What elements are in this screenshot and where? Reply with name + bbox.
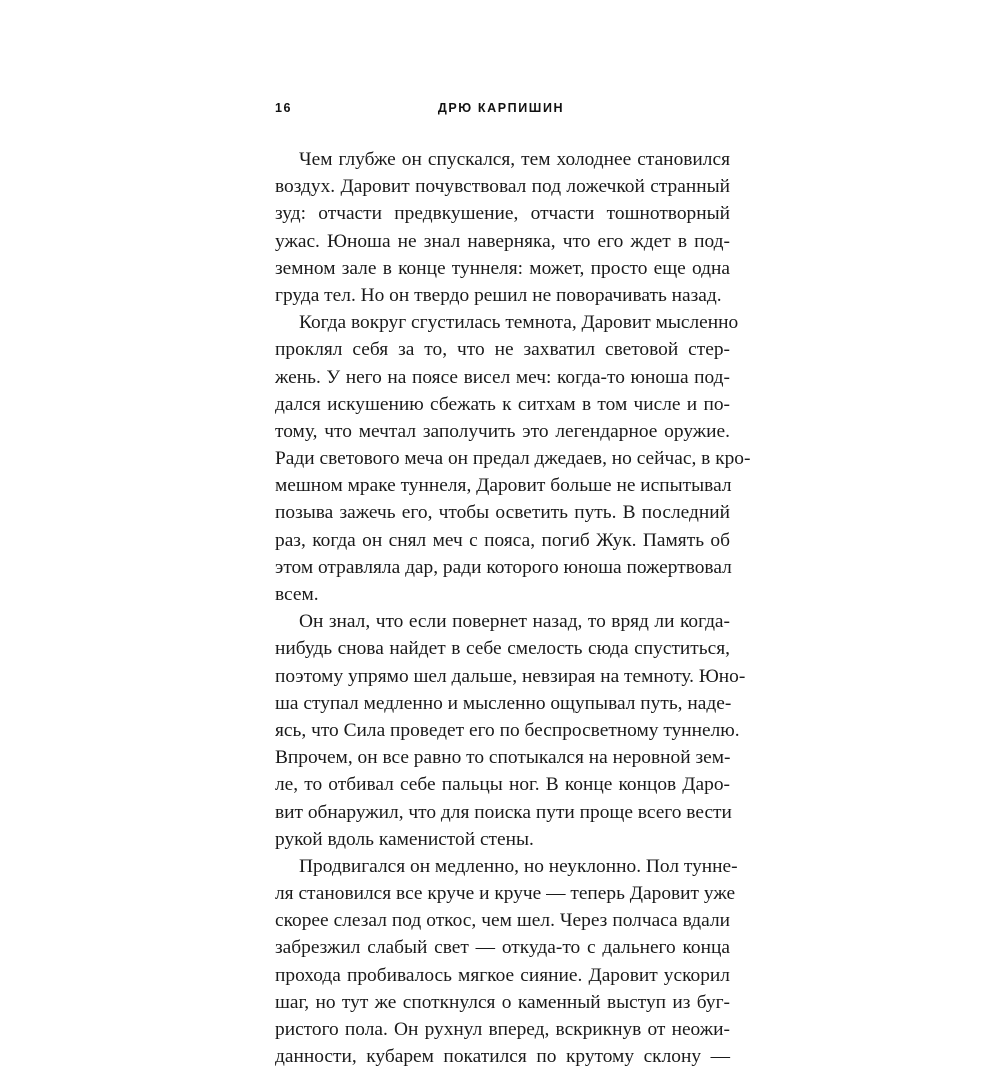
text-line: дался искушению сбежать к ситхам в том числе и по- — [275, 393, 730, 415]
text-line: скорее слезал под откос, чем шел. Через полчаса вдали — [275, 910, 730, 932]
text-line: зуд: отчасти предвкушение, отчасти тошнотворный — [275, 203, 730, 225]
text-line: прохода пробивалось мягкое сияние. Даровит ускорил — [275, 964, 730, 986]
text-line: этом отравляла дар, ради которого юноша пожертвовал — [275, 556, 732, 578]
text-line: шаг, но тут же споткнулся о каменный выступ из буг- — [275, 991, 730, 1013]
text-line: забрезжил слабый свет — откуда-то с дальнего конца — [275, 937, 730, 959]
body-text — [275, 146, 751, 1070]
book-author: ДРЮ КАРПИШИН — [437, 101, 565, 115]
text-line: Когда вокруг сгустилась темнота, Даровит мысленно — [299, 312, 739, 334]
text-line: жень. У него на поясе висел меч: когда-то юноша под- — [275, 366, 730, 388]
text-line: груда тел. Но он твердо решил не поворачивать назад. — [275, 284, 722, 306]
text-line: рукой вдоль каменистой стены. — [275, 828, 534, 850]
text-line: ужас. Юноша не знал наверняка, что его ждет в под- — [275, 230, 730, 252]
page-number: 16 — [275, 101, 293, 115]
text-line: Ради светового меча он предал джедаев, но сейчас, в кро- — [275, 448, 751, 470]
text-line: проклял себя за то, что не захватил световой стер- — [275, 339, 730, 361]
text-line: ристого пола. Он рухнул вперед, вскрикнув от неожи- — [275, 1019, 730, 1040]
running-head — [275, 101, 727, 121]
text-line: ля становился все круче и круче — теперь Даровит уже — [275, 883, 736, 905]
text-line: воздух. Даровит почувствовал под ложечкой странный — [275, 176, 730, 198]
text-line: Продвигался он медленно, но неуклонно. Пол тунне- — [299, 855, 738, 877]
text-line: Чем глубже он спускался, тем холоднее становился — [299, 149, 730, 170]
text-line: ясь, что Сила проведет его по беспросветному туннелю. — [275, 719, 740, 741]
text-line: мешном мраке туннеля, Даровит больше не испытывал — [275, 475, 732, 497]
text-line: ле, то отбивал себе пальцы ног. В конце концов Даро- — [275, 774, 730, 796]
text-line: земном зале в конце туннеля: может, просто еще одна — [275, 257, 730, 279]
text-line: Впрочем, он все равно то спотыкался на неровной зем- — [275, 747, 731, 769]
text-line: раз, когда он снял меч с пояса, погиб Жук. Память об — [275, 529, 730, 551]
text-line: данности, кубарем покатился по крутому склону — — [275, 1046, 730, 1068]
text-line: тому, что мечтал заполучить это легендарное оружие. — [275, 420, 730, 442]
text-line: нибудь снова найдет в себе смелость сюда спуститься, — [275, 638, 730, 660]
text-line: всем. — [275, 584, 319, 605]
text-line: вит обнаружил, что для поиска пути проще всего вести — [275, 801, 732, 823]
text-line: ша ступал медленно и мысленно ощупывал путь, наде- — [275, 692, 732, 714]
text-line: позыва зажечь его, чтобы осветить путь. В последний — [275, 502, 730, 524]
text-line: Он знал, что если повернет назад, то вряд ли когда- — [299, 611, 730, 633]
text-line: поэтому упрямо шел дальше, невзирая на темноту. Юно- — [275, 665, 746, 687]
